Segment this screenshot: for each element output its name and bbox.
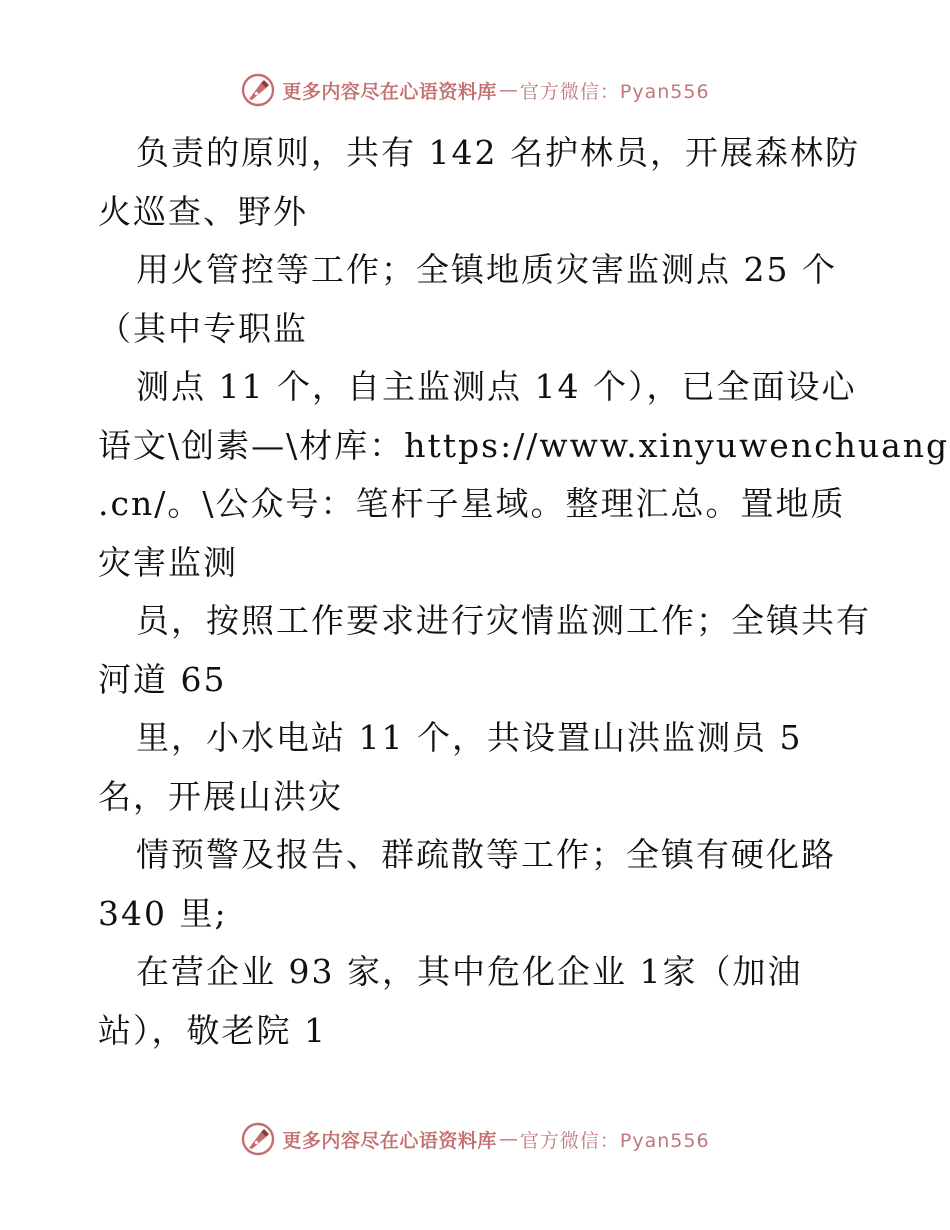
body-line: 河道 65	[98, 659, 227, 699]
header-watermark-banner	[0, 72, 950, 108]
body-line: 站），敬老院 1	[98, 1010, 327, 1050]
document-body	[98, 124, 950, 1060]
body-line: 员，按照工作要求进行灾情监测工作；全镇共有	[136, 601, 871, 640]
watermark-separator: —	[498, 1128, 518, 1150]
body-line: （其中专职监	[98, 308, 308, 348]
watermark-text	[282, 77, 709, 104]
watermark-brand: 更多内容尽在心语资料库	[282, 1129, 497, 1152]
watermark-separator: —	[498, 79, 518, 101]
body-line: 语文\创素—\材库：https://www.xinyuwenchuang	[98, 425, 950, 465]
watermark-brand: 更多内容尽在心语资料库	[282, 80, 497, 103]
body-line: 情预警及报告、群疏散等工作；全镇有硬化路	[136, 835, 836, 874]
watermark-text	[282, 1126, 709, 1153]
body-line: 负责的原则，共有 142 名护林员，开展森林防	[136, 133, 860, 172]
pen-nib-logo-icon	[240, 72, 276, 108]
footer-watermark-banner	[0, 1121, 950, 1157]
body-line: 里，小水电站 11 个，共设置山洪监测员 5	[136, 718, 803, 757]
body-line: 灾害监测	[98, 542, 238, 582]
body-line: .cn/。\公众号：笔杆子星域。整理汇总。置地质	[98, 484, 846, 523]
watermark-wechat: 官方微信：Pyan556	[519, 80, 710, 103]
watermark-wechat: 官方微信：Pyan556	[519, 1129, 710, 1152]
body-line: 名，开展山洪灾	[98, 776, 343, 816]
body-line: 测点 11 个，自主监测点 14 个），已全面设心	[136, 367, 857, 406]
body-line: 340 里;	[98, 893, 228, 933]
body-line: 用火管控等工作；全镇地质灾害监测点 25 个	[136, 250, 837, 289]
pen-nib-logo-icon	[240, 1121, 276, 1157]
body-line: 在营企业 93 家，其中危化企业 1家（加油	[136, 952, 803, 991]
body-line: 火巡查、野外	[98, 191, 308, 231]
